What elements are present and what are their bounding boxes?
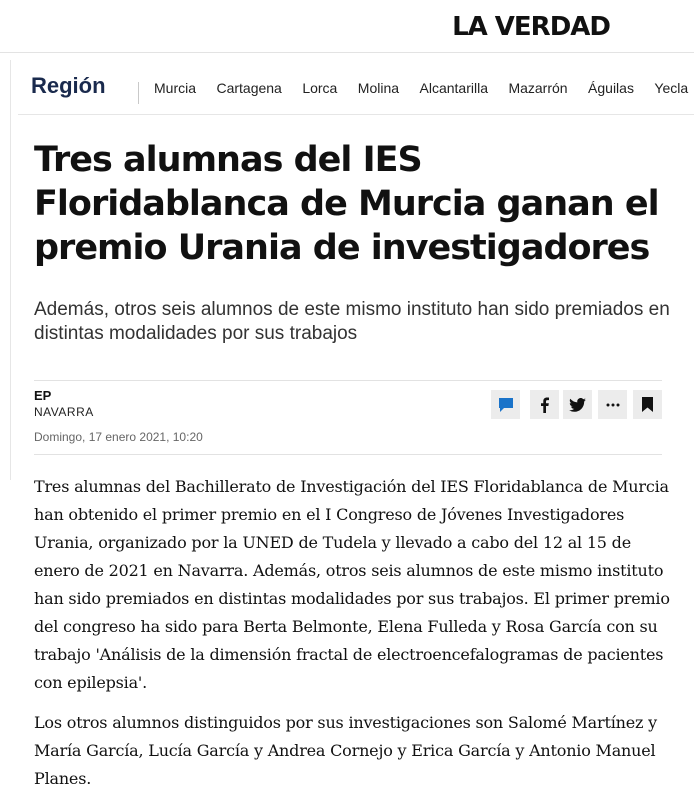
meta-divider-top — [34, 380, 662, 381]
twitter-share-button[interactable] — [563, 390, 592, 419]
article-subtitle: Además, otros seis alumnos de este mismo instituto han sido premiados en distintas modalidades por sus trabajos — [34, 299, 670, 344]
bookmark-button[interactable] — [633, 390, 662, 419]
bookmark-icon — [642, 397, 653, 412]
twitter-icon — [569, 398, 586, 412]
publish-date: Domingo, 17 enero 2021, 10:20 — [34, 430, 203, 444]
section-nav — [18, 60, 694, 115]
comment-button[interactable] — [491, 390, 520, 419]
location: NAVARRA — [34, 405, 94, 419]
comment-icon — [498, 397, 514, 413]
section-title[interactable]: Región — [31, 73, 106, 98]
nav-item-murcia[interactable]: Murcia — [154, 80, 197, 96]
nav-item-yecla[interactable]: Yecla — [654, 80, 689, 96]
more-icon — [606, 403, 620, 407]
author[interactable]: EP — [34, 388, 52, 403]
paragraph: Tres alumnas del Bachillerato de Investigación del IES Floridablanca de Murcia han obtenido el primer premio en el I Congreso de Jóvenes Investigadores Urania, organizado por la UNED de Tudela y llevado a cabo del 12 al 15 de enero de 2021 en Navarra. Además, otros seis alumnos de este mismo instituto han sido premiados en distintas modalidades por sus trabajos. El primer premio del congreso ha sido para Berta Belmonte, Elena Fulleda y Rosa García con su trabajo 'Análisis de la dimensión fractal de electroencefalogramas de pacientes con epilepsia'. — [34, 477, 670, 692]
nav-item-mazarron[interactable]: Mazarrón — [508, 80, 568, 96]
article-body — [34, 473, 674, 805]
meta-divider-bottom — [34, 454, 662, 455]
article-title: Tres alumnas del IES Floridablanca de Murcia ganan el premio Urania de investigadores — [34, 140, 659, 268]
nav-item-molina[interactable]: Molina — [357, 80, 400, 96]
paragraph: Los otros alumnos distinguidos por sus investigaciones son Salomé Martínez y María García, Lucía García y Andrea Cornejo y Erica García y Antonio Manuel Planes. — [34, 713, 657, 788]
nav-item-cartagena[interactable]: Cartagena — [216, 80, 282, 96]
facebook-icon — [538, 397, 552, 413]
left-divider — [10, 60, 11, 480]
facebook-share-button[interactable] — [530, 390, 559, 419]
top-bar — [0, 0, 694, 53]
nav-item-aguilas[interactable]: Águilas — [588, 80, 634, 96]
more-options-button[interactable] — [598, 390, 627, 419]
nav-item-alcantarilla[interactable]: Alcantarilla — [419, 80, 488, 96]
nav-item-lorca[interactable]: Lorca — [302, 80, 338, 96]
nav-items — [138, 80, 688, 98]
site-logo[interactable]: LA VERDAD — [452, 12, 610, 42]
